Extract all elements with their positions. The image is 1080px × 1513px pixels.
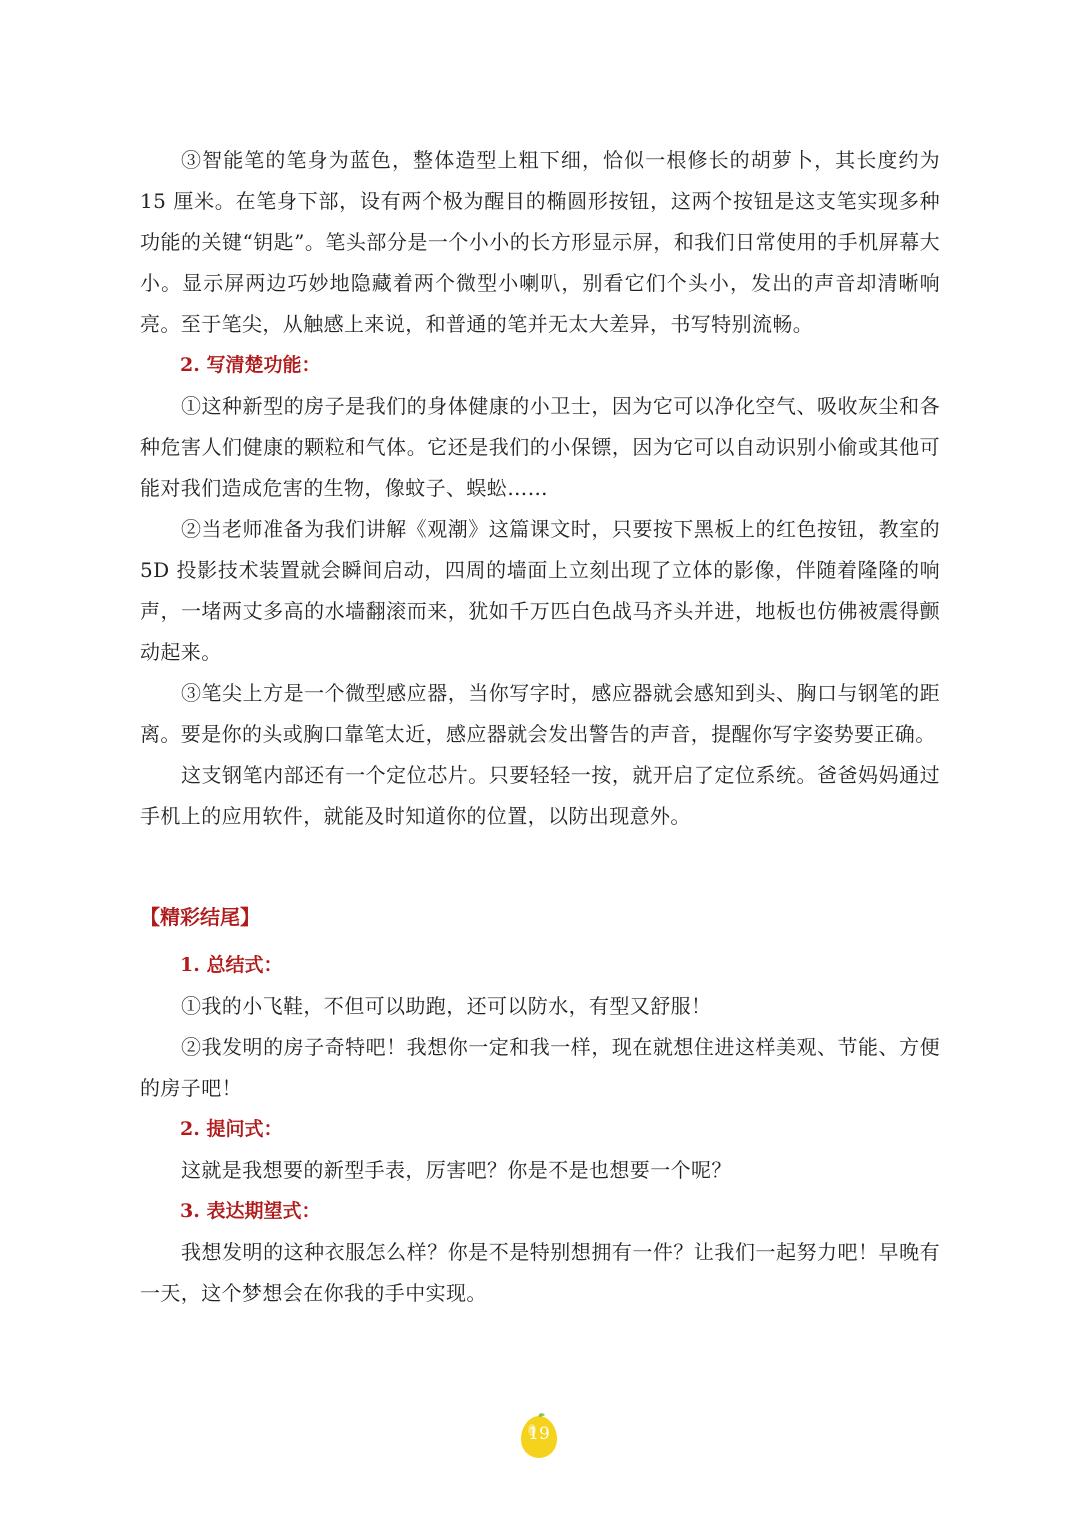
page-number-badge — [518, 1412, 560, 1460]
paragraph-summary-shoes: ①我的小飞鞋，不但可以助跑，还可以防水，有型又舒服！ — [181, 994, 712, 1018]
paragraph-function-classroom: ②当老师准备为我们讲解《观潮》这篇课文时，只要按下黑板上的红色按钮，教室的 5D 投影技术装置就会瞬间启动，四周的墙面上立刻出现了立体的影像，伴随着隆隆的响声，一堵两丈多高的水墙翻滚而来，犹如千万匹白色战马齐头并进，地板也仿佛被震得颤动起来。 — [140, 517, 940, 664]
heading-question-style: 2. 提问式： — [180, 1118, 283, 1140]
heading-summary-style: 1. 总结式： — [180, 954, 283, 976]
paragraph-hope-clothes: 我想发明的这种衣服怎么样？你是不是特别想拥有一件？让我们一起努力吧！早晚有一天，这个梦想会在你我的手中实现。 — [140, 1240, 940, 1305]
heading-write-function: 2. 写清楚功能： — [180, 354, 321, 376]
paragraph-function-house: ①这种新型的房子是我们的身体健康的小卫士，因为它可以净化空气、吸收灰尘和各种危害人们健康的颗粒和气体。它还是我们的小保镖，因为它可以自动识别小偷或其他可能对我们造成危害的生物，像蚊子、蜈蚣…… — [140, 394, 940, 500]
document-page — [140, 140, 940, 1314]
paragraph-function-sensor: ③笔尖上方是一个微型感应器，当你写字时，感应器就会感知到头、胸口与钢笔的距离。要是你的头或胸口靠笔太近，感应器就会发出警告的声音，提醒你写字姿势要正确。 — [140, 681, 940, 746]
section-heading-ending: 【精彩结尾】 — [140, 905, 260, 929]
paragraph-pen-body: ③智能笔的笔身为蓝色，整体造型上粗下细，恰似一根修长的胡萝卜，其长度约为15 厘米。在笔身下部，设有两个极为醒目的椭圆形按钮，这两个按钮是这支笔实现多种功能的关键“钥匙”。笔头部分是一个小小的长方形显示屏，和我们日常使用的手机屏幕大小。显示屏两边巧妙地隐藏着两个微型小喇叭，别看它们个头小，发出的声音却清晰响亮。至于笔尖，从触感上来说，和普通的笔并无太大差异，书写特别流畅。 — [140, 148, 940, 336]
paragraph-question-watch: 这就是我想要的新型手表，厉害吧？你是不是也想要一个呢？ — [181, 1158, 732, 1182]
heading-hope-style: 3. 表达期望式： — [180, 1200, 321, 1222]
paragraph-summary-house: ②我发明的房子奇特吧！我想你一定和我一样，现在就想住进这样美观、节能、方便的房子吧！ — [140, 1035, 940, 1100]
page-number: 19 — [528, 1424, 550, 1444]
paragraph-function-locator: 这支钢笔内部还有一个定位芯片。只要轻轻一按，就开启了定位系统。爸爸妈妈通过手机上的应用软件，就能及时知道你的位置，以防出现意外。 — [140, 763, 940, 828]
